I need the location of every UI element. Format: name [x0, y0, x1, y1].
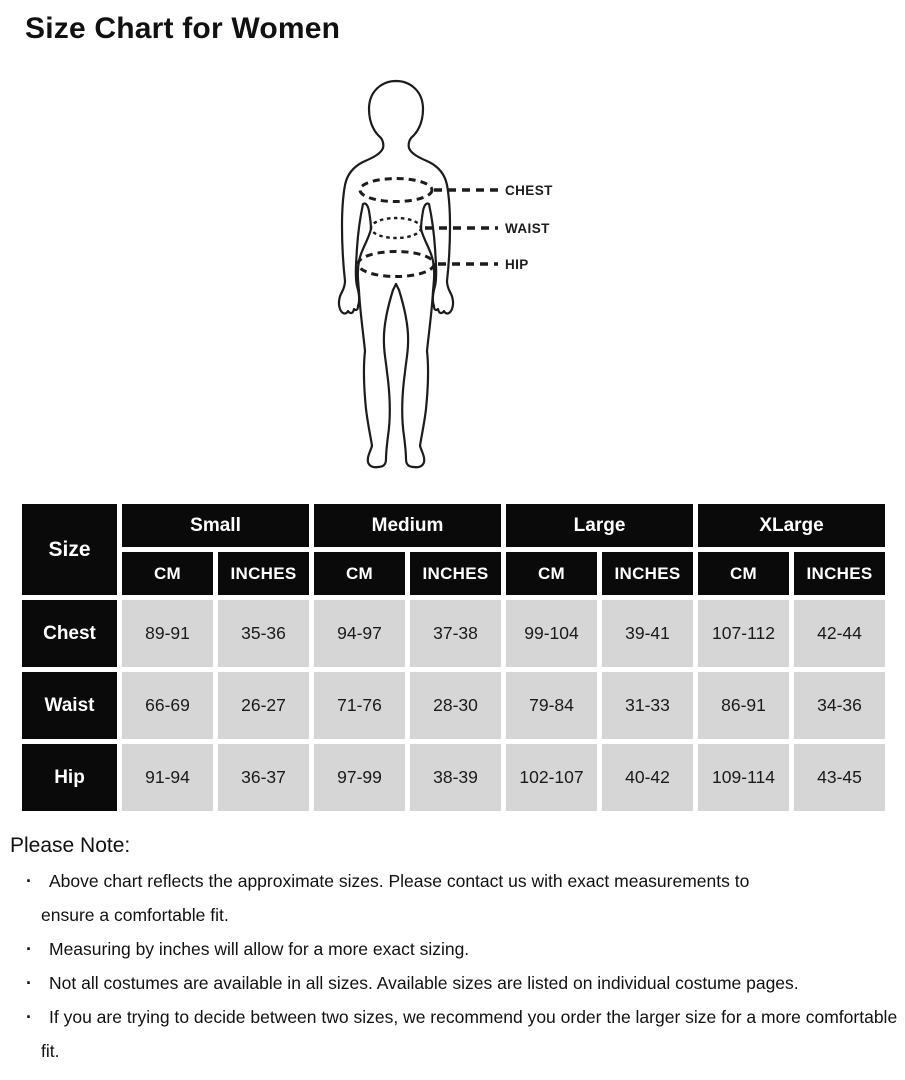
table-row-waist: [22, 672, 885, 739]
table-header-units-row: [22, 552, 885, 595]
unit-header-small-inches: INCHES: [218, 552, 309, 595]
body-measurement-diagram: [298, 78, 620, 482]
notes-list: [8, 864, 901, 1068]
note-item-availability: [8, 966, 901, 1000]
unit-header-xlarge-inches: INCHES: [794, 552, 885, 595]
bullet-icon: ·: [26, 871, 32, 891]
page-title: Size Chart for Women: [25, 12, 341, 45]
unit-header-large-cm: CM: [506, 552, 597, 595]
chest-large-cm: 99-104: [506, 600, 597, 667]
hip-large-cm: 102-107: [506, 744, 597, 811]
waist-large-cm: 79-84: [506, 672, 597, 739]
table-header-groups-row: [22, 504, 885, 547]
hip-large-inches: 40-42: [602, 744, 693, 811]
note-text: Not all costumes are available in all sizes. Available sizes are listed on individual costume pages.: [49, 973, 799, 993]
note-item-measuring-inches: [8, 932, 901, 966]
hip-medium-inches: 38-39: [410, 744, 501, 811]
female-silhouette-illustration: [298, 78, 620, 482]
waist-large-inches: 31-33: [602, 672, 693, 739]
group-header-medium: Medium: [314, 504, 501, 547]
unit-header-medium-cm: CM: [314, 552, 405, 595]
body-outline-right: [396, 81, 453, 467]
notes-heading: Please Note:: [10, 834, 131, 857]
waist-medium-cm: 71-76: [314, 672, 405, 739]
size-table: [17, 499, 890, 816]
row-label-waist: Waist: [22, 672, 117, 739]
chest-small-cm: 89-91: [122, 600, 213, 667]
hip-xlarge-inches: 43-45: [794, 744, 885, 811]
bullet-icon: ·: [26, 939, 32, 959]
hip-medium-cm: 97-99: [314, 744, 405, 811]
waist-xlarge-inches: 34-36: [794, 672, 885, 739]
hip-small-inches: 36-37: [218, 744, 309, 811]
size-table-container: [17, 499, 890, 816]
group-header-large: Large: [506, 504, 693, 547]
chest-small-inches: 35-36: [218, 600, 309, 667]
unit-header-large-inches: INCHES: [602, 552, 693, 595]
hip-label: HIP: [505, 257, 529, 272]
chest-large-inches: 39-41: [602, 600, 693, 667]
table-row-hip: [22, 744, 885, 811]
chest-label: CHEST: [505, 183, 553, 198]
bullet-icon: ·: [26, 1007, 32, 1027]
chest-xlarge-cm: 107-112: [698, 600, 789, 667]
bullet-icon: ·: [26, 973, 32, 993]
group-header-xlarge: XLarge: [698, 504, 885, 547]
unit-header-small-cm: CM: [122, 552, 213, 595]
note-item-approximate-sizes: [8, 864, 901, 932]
chest-xlarge-inches: 42-44: [794, 600, 885, 667]
notes-section: [8, 834, 901, 1068]
group-header-small: Small: [122, 504, 309, 547]
waist-small-cm: 66-69: [122, 672, 213, 739]
unit-header-xlarge-cm: CM: [698, 552, 789, 595]
note-text: Above chart reflects the approximate sizes. Please contact us with exact measurements to ensure a comfortable fit.: [41, 871, 750, 925]
note-text: Measuring by inches will allow for a more exact sizing.: [49, 939, 470, 959]
waist-xlarge-cm: 86-91: [698, 672, 789, 739]
chest-medium-cm: 94-97: [314, 600, 405, 667]
size-header-cell: Size: [22, 504, 117, 595]
waist-small-inches: 26-27: [218, 672, 309, 739]
note-text: If you are trying to decide between two sizes, we recommend you order the larger size for a more comfortable fit.: [41, 1007, 898, 1061]
waist-label: WAIST: [505, 221, 550, 236]
body-outline-left: [339, 81, 396, 467]
unit-header-medium-inches: INCHES: [410, 552, 501, 595]
hip-xlarge-cm: 109-114: [698, 744, 789, 811]
row-label-hip: Hip: [22, 744, 117, 811]
hip-small-cm: 91-94: [122, 744, 213, 811]
table-row-chest: [22, 600, 885, 667]
waist-medium-inches: 28-30: [410, 672, 501, 739]
note-item-between-sizes: [8, 1000, 901, 1068]
row-label-chest: Chest: [22, 600, 117, 667]
chest-medium-inches: 37-38: [410, 600, 501, 667]
